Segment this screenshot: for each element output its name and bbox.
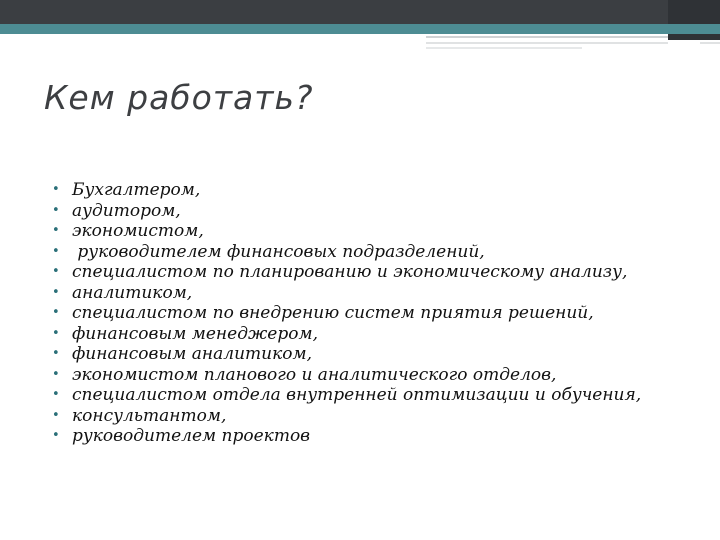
bullet-icon: • [52, 387, 60, 402]
list-item-text: специалистом отдела внутренней оптимизации и обучения, [72, 385, 642, 405]
header-thin-line [426, 36, 668, 38]
list-item [52, 426, 672, 447]
list-item-text: экономистом планового и аналитического отделов, [72, 364, 557, 385]
header-dark-bar [0, 0, 720, 24]
header-thin-line [700, 42, 720, 44]
bullet-icon: • [52, 202, 60, 218]
bullet-icon: • [52, 182, 60, 197]
list-item [52, 365, 672, 386]
bullet-icon: • [52, 346, 60, 361]
list-item [52, 385, 672, 406]
list-item-text: аналитиком, [72, 282, 193, 303]
list-item [52, 221, 672, 242]
header-thin-line [426, 47, 582, 49]
list-item [52, 324, 672, 345]
bullet-icon: • [52, 243, 60, 259]
bullet-icon: • [52, 407, 60, 423]
list-item-text: специалистом по планированию и экономическому анализу, [72, 262, 628, 282]
list-item-text: руководителем финансовых подразделений, [72, 241, 485, 262]
list-item-text: финансовым аналитиком, [72, 344, 312, 364]
header-teal-bar [0, 24, 720, 34]
list-item-text: консультантом, [72, 405, 227, 426]
bullet-icon: • [52, 305, 60, 320]
bullet-icon: • [52, 325, 60, 341]
bullet-icon: • [52, 264, 60, 279]
slide-title: Кем работать? [44, 78, 314, 117]
list-item [52, 406, 672, 427]
list-item [52, 262, 672, 283]
list-item-text: аудитором, [72, 200, 181, 221]
list-item-text: специалистом по внедрению систем приятия решений, [72, 303, 594, 323]
career-list [52, 180, 672, 447]
list-item [52, 242, 672, 263]
bullet-icon: • [52, 366, 60, 382]
list-item [52, 180, 672, 201]
list-item [52, 283, 672, 304]
list-item-text: руководителем проектов [72, 426, 311, 446]
header-corner-block [668, 0, 720, 40]
list-item-text: экономистом, [72, 221, 204, 241]
list-item [52, 344, 672, 365]
list-item-text: финансовым менеджером, [72, 323, 318, 344]
list-item [52, 201, 672, 222]
bullet-icon: • [52, 428, 60, 443]
bullet-icon: • [52, 223, 60, 238]
bullet-icon: • [52, 284, 60, 300]
list-item-text: Бухгалтером, [72, 180, 201, 200]
header-corner-teal [668, 24, 720, 34]
list-item [52, 303, 672, 324]
header-thin-line [426, 42, 668, 44]
